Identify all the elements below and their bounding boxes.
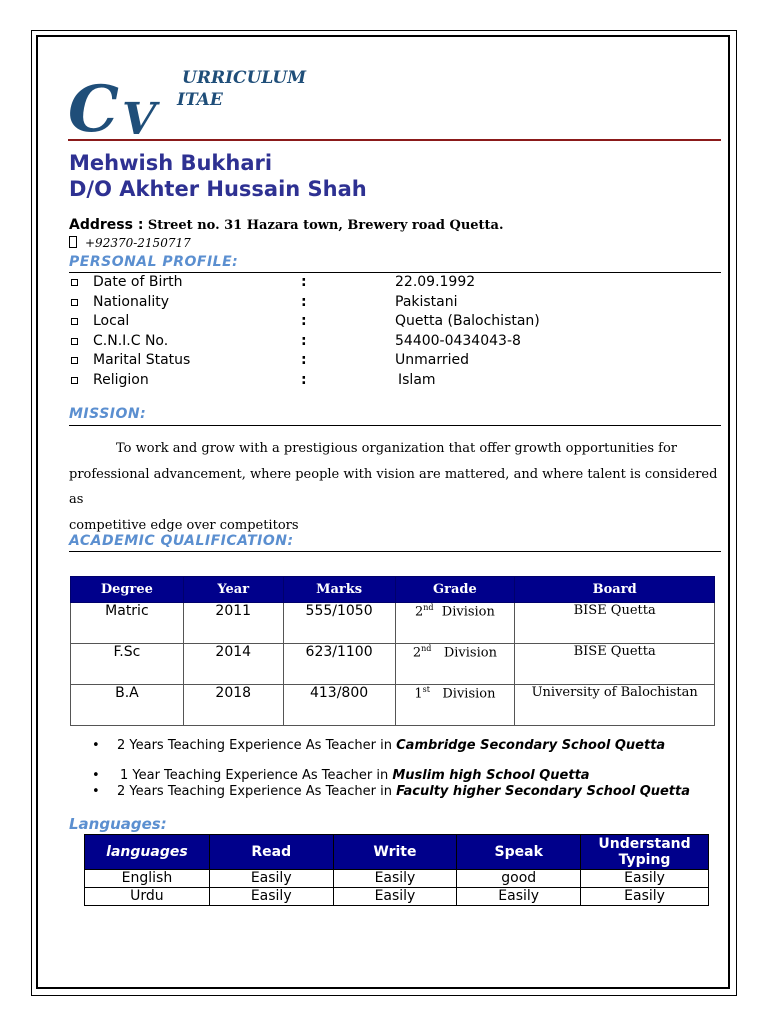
profile-value: Unmarried bbox=[395, 352, 469, 368]
column-header: Speak bbox=[457, 835, 581, 870]
square-bullet-icon bbox=[71, 357, 78, 364]
mission-text bbox=[69, 436, 721, 538]
address-label: Address : bbox=[69, 217, 144, 233]
language-cell: Urdu bbox=[85, 888, 210, 906]
profile-value: Pakistani bbox=[395, 294, 458, 310]
grade-cell: 1st Division bbox=[395, 685, 515, 726]
profile-label: Marital Status bbox=[93, 352, 191, 368]
profile-separator: : bbox=[301, 352, 307, 368]
profile-label: Date of Birth bbox=[93, 274, 183, 290]
profile-separator: : bbox=[301, 313, 307, 329]
grade-cell: 2nd Division bbox=[395, 644, 515, 685]
mission-heading: MISSION: bbox=[69, 406, 147, 422]
square-bullet-icon bbox=[71, 377, 78, 384]
academic-rule bbox=[69, 551, 721, 552]
read-cell: Easily bbox=[209, 888, 333, 906]
bullet-icon: • bbox=[92, 784, 100, 799]
square-bullet-icon bbox=[71, 338, 78, 345]
cv-logo-v: V bbox=[122, 94, 157, 145]
profile-label: Religion bbox=[93, 372, 149, 388]
profile-value: Islam bbox=[398, 372, 436, 388]
table-row bbox=[71, 603, 715, 644]
profile-value: 22.09.1992 bbox=[395, 274, 476, 290]
candidate-name: Mehwish Bukhari bbox=[69, 151, 273, 175]
table-row bbox=[71, 644, 715, 685]
experience-item bbox=[92, 768, 712, 783]
phone-line bbox=[69, 236, 191, 250]
typing-cell: Easily bbox=[581, 870, 709, 888]
profile-label: Nationality bbox=[93, 294, 170, 310]
column-header: Degree bbox=[71, 577, 184, 603]
cv-logo-itae: ITAE bbox=[177, 90, 223, 110]
mission-line: competitive edge over competitors bbox=[69, 517, 299, 533]
table-row bbox=[85, 870, 709, 888]
profile-separator: : bbox=[301, 333, 307, 349]
column-header: Marks bbox=[283, 577, 395, 603]
table-row bbox=[71, 685, 715, 726]
profile-separator: : bbox=[301, 372, 307, 388]
marks-cell: 413/800 bbox=[283, 685, 395, 726]
grade-cell: 2nd Division bbox=[395, 603, 515, 644]
square-bullet-icon bbox=[71, 279, 78, 286]
square-bullet-icon bbox=[71, 299, 78, 306]
degree-cell: Matric bbox=[71, 603, 184, 644]
experience-text: 2 Years Teaching Experience As Teacher in bbox=[117, 738, 392, 753]
read-cell: Easily bbox=[209, 870, 333, 888]
languages-table bbox=[84, 834, 709, 906]
column-header: Write bbox=[333, 835, 457, 870]
marks-cell: 623/1100 bbox=[283, 644, 395, 685]
column-header: Understand Typing bbox=[581, 835, 709, 870]
experience-place: Muslim high School Quetta bbox=[392, 768, 590, 783]
square-bullet-icon bbox=[71, 318, 78, 325]
board-cell: BISE Quetta bbox=[515, 603, 715, 644]
languages-header-row bbox=[85, 835, 709, 870]
profile-separator: : bbox=[301, 274, 307, 290]
profile-value: 54400-0434043-8 bbox=[395, 333, 521, 349]
experience-text: 2 Years Teaching Experience As Teacher in bbox=[117, 784, 392, 799]
table-row bbox=[85, 888, 709, 906]
cv-logo-urriculum: URRICULUM bbox=[182, 68, 307, 88]
candidate-parent: D/O Akhter Hussain Shah bbox=[69, 177, 367, 201]
column-header: Grade bbox=[395, 577, 515, 603]
write-cell: Easily bbox=[333, 870, 457, 888]
mission-line: professional advancement, where people with vision are mattered, and where talent is considered as bbox=[69, 466, 718, 507]
profile-label: Local bbox=[93, 313, 130, 329]
typing-cell: Easily bbox=[581, 888, 709, 906]
bullet-icon: • bbox=[92, 738, 100, 753]
mission-line: To work and grow with a prestigious organization that offer growth opportunities for bbox=[116, 441, 678, 456]
academic-heading: ACADEMIC QUALIFICATION: bbox=[69, 533, 294, 549]
profile-value: Quetta (Balochistan) bbox=[395, 313, 540, 329]
experience-item bbox=[92, 738, 712, 768]
address-value: Street no. 31 Hazara town, Brewery road Quetta. bbox=[147, 218, 504, 233]
speak-cell: Easily bbox=[457, 888, 581, 906]
address-line bbox=[69, 217, 504, 233]
profile-label: C.N.I.C No. bbox=[93, 333, 169, 349]
column-header: Board bbox=[515, 577, 715, 603]
languages-heading: Languages: bbox=[69, 815, 167, 833]
experience-item bbox=[92, 784, 712, 814]
header-rule bbox=[68, 139, 721, 141]
column-header: languages bbox=[85, 835, 210, 870]
write-cell: Easily bbox=[333, 888, 457, 906]
column-header: Year bbox=[183, 577, 283, 603]
cv-logo-c: C bbox=[68, 72, 119, 147]
board-cell: University of Balochistan bbox=[515, 685, 715, 726]
board-cell: BISE Quetta bbox=[515, 644, 715, 685]
year-cell: 2011 bbox=[183, 603, 283, 644]
experience-text: 1 Year Teaching Experience As Teacher in bbox=[120, 768, 389, 783]
experience-place: Cambridge Secondary School Quetta bbox=[396, 738, 666, 753]
academic-header-row bbox=[71, 577, 715, 603]
phone-icon bbox=[69, 236, 77, 248]
speak-cell: good bbox=[457, 870, 581, 888]
year-cell: 2018 bbox=[183, 685, 283, 726]
phone-number: +92370-2150717 bbox=[85, 236, 191, 250]
academic-table bbox=[70, 576, 715, 726]
marks-cell: 555/1050 bbox=[283, 603, 395, 644]
degree-cell: F.Sc bbox=[71, 644, 184, 685]
language-cell: English bbox=[85, 870, 210, 888]
experience-place: Faculty higher Secondary School Quetta bbox=[396, 784, 691, 799]
personal-profile-heading: PERSONAL PROFILE: bbox=[69, 254, 239, 270]
mission-rule bbox=[69, 425, 721, 426]
year-cell: 2014 bbox=[183, 644, 283, 685]
bullet-icon: • bbox=[92, 768, 100, 783]
profile-separator: : bbox=[301, 294, 307, 310]
degree-cell: B.A bbox=[71, 685, 184, 726]
column-header: Read bbox=[209, 835, 333, 870]
